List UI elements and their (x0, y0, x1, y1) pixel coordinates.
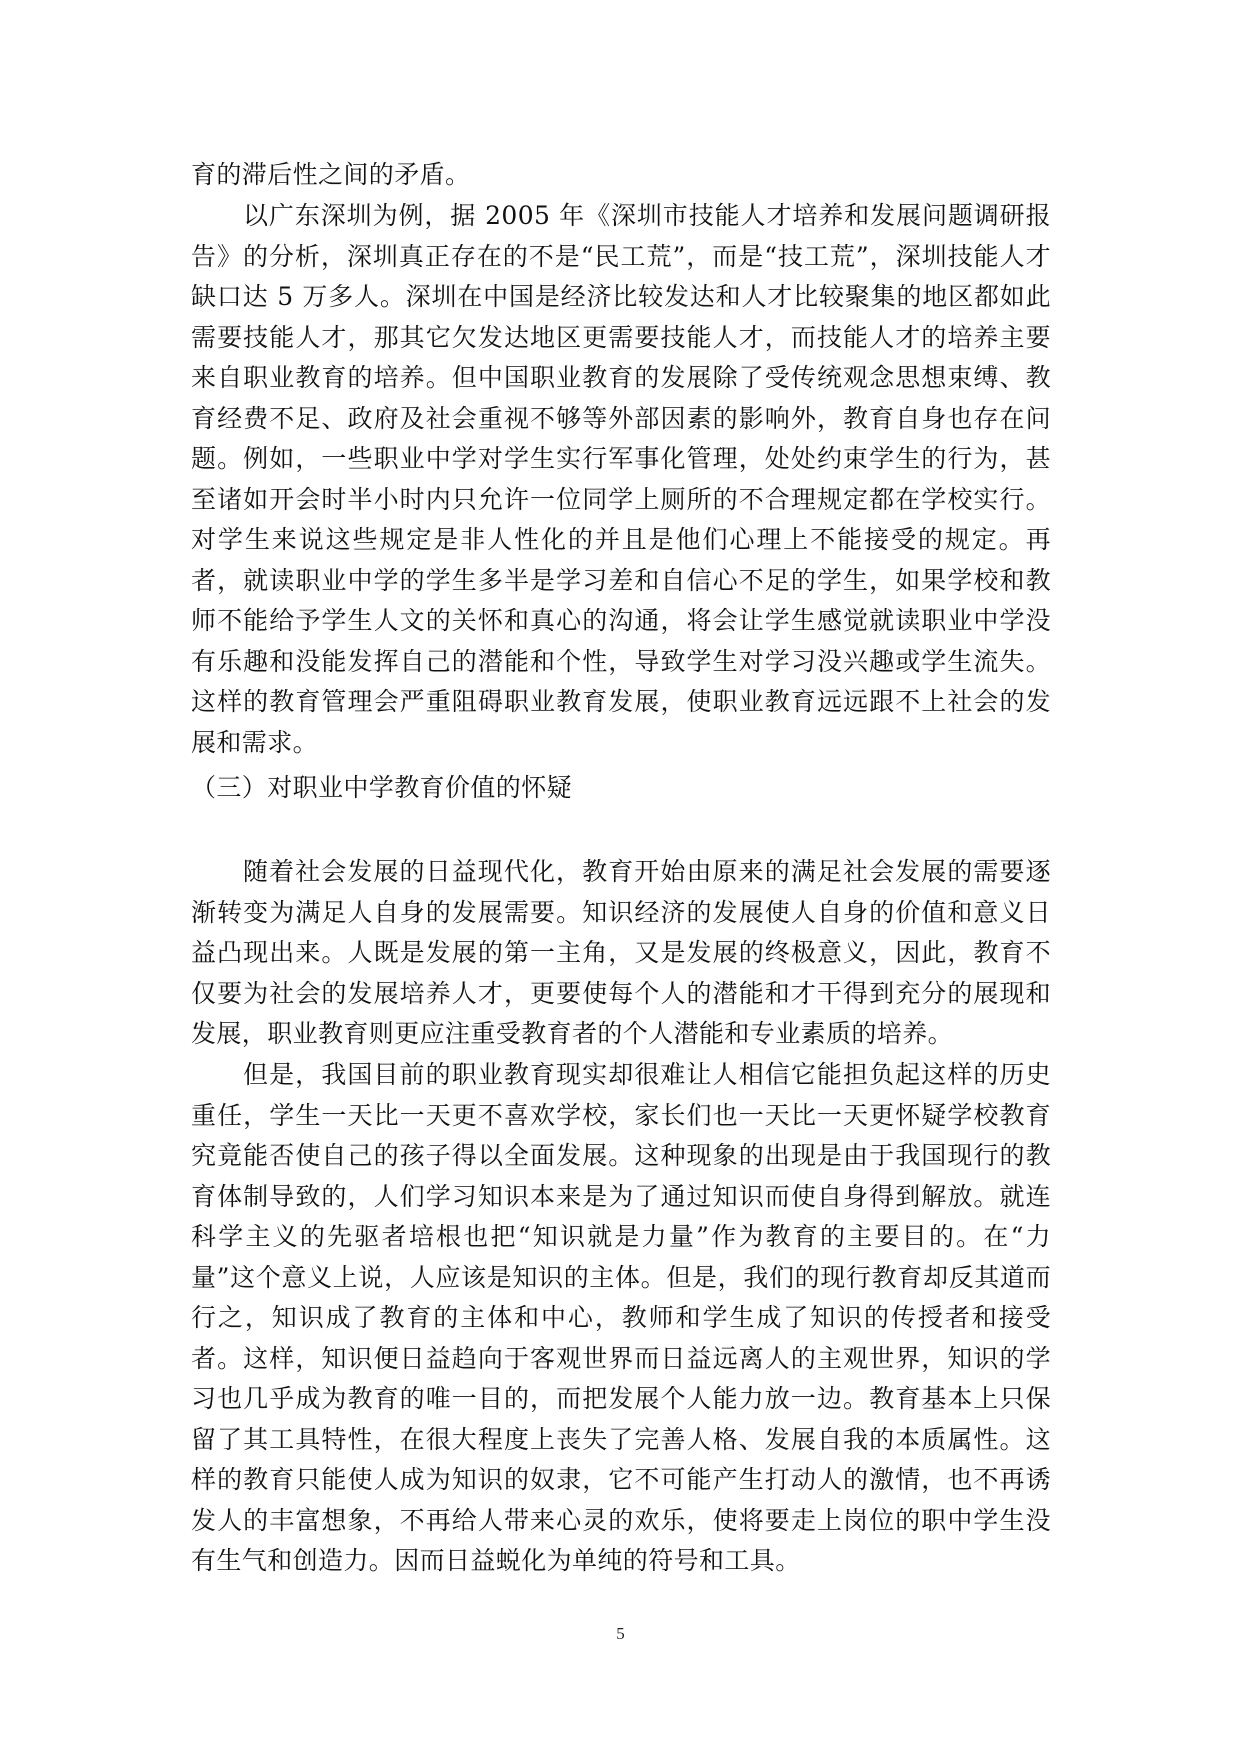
paragraph-education-reality: 但是，我国目前的职业教育现实却很难让人相信它能担负起这样的历史重任，学生一天比一天更不喜欢学校，家长们也一天比一天更怀疑学校教育究竟能否使自己的孩子得以全面发展。这种现象的出现是由于我国现行的教育体制导致的，人们学习知识本来是为了通过知识而使自身得到解放。就连科学主义的先驱者培根也把“知识就是力量”作为教育的主要目的。在“力量”这个意义上说，人应该是知识的主体。但是，我们的现行教育却反其道而行之，知识成了教育的主体和中心，教师和学生成了知识的传授者和接受者。这样，知识便日益趋向于客观世界而日益远离人的主观世界，知识的学习也几乎成为教育的唯一目的，而把发展个人能力放一边。教育基本上只保留了其工具特性，在很大程度上丧失了完善人格、发展自我的本质属性。这样的教育只能使人成为知识的奴隶，它不可能产生打动人的激情，也不再诱发人的丰富想象，不再给人带来心灵的欢乐，使将要走上岗位的职中学生没有生气和创造力。因而日益蜕化为单纯的符号和工具。 (191, 1060, 1051, 1575)
paragraph-continuation: 育的滞后性之间的矛盾。 (191, 160, 471, 189)
paragraph-shenzhen-example: 以广东深圳为例，据 2005 年《深圳市技能人才培养和发展问题调研报告》的分析，深圳真正存在的不是“民工荒”，而是“技工荒”，深圳技能人才缺口达 5 万多人。深圳在中国是经济比较发达和人才比较聚集的地区都如此需要技能人才，那其它欠发达地区更需要技能人才，而技能人才的培养主要来自职业教育的培养。但中国职业教育的发展除了受传统观念思想束缚、教育经费不足、政府及社会重视不够等外部因素的影响外，教育自身也存在问题。例如，一些职业中学对学生实行军事化管理，处处约束学生的行为，甚至诸如开会时半小时内只允许一位同学上厕所的不合理规定都在学校实行。对学生来说这些规定是非人性化的并且是他们心理上不能接受的规定。再者，就读职业中学的学生多半是学习差和自信心不足的学生，如果学校和教师不能给予学生人文的关怀和真心的沟通，将会让学生感觉就读职业中学没有乐趣和没能发挥自己的潜能和个性，导致学生对学习没兴趣或学生流失。这样的教育管理会严重阻碍职业教育发展，使职业教育远远跟不上社会的发展和需求。 (191, 201, 1051, 757)
page-number: 5 (616, 1624, 625, 1643)
paragraph-modernization: 随着社会发展的日益现代化，教育开始由原来的满足社会发展的需要逐渐转变为满足人自身的发展需要。知识经济的发展使人自身的价值和意义日益凸现出来。人既是发展的第一主角，又是发展的终极意义，因此，教育不仅要为社会的发展培养人才，更要使每个人的潜能和才干得到充分的展现和发展，职业教育则更应注重受教育者的个人潜能和专业素质的培养。 (191, 857, 1051, 1048)
section-heading: （三）对职业中学教育价值的怀疑 (191, 773, 573, 802)
